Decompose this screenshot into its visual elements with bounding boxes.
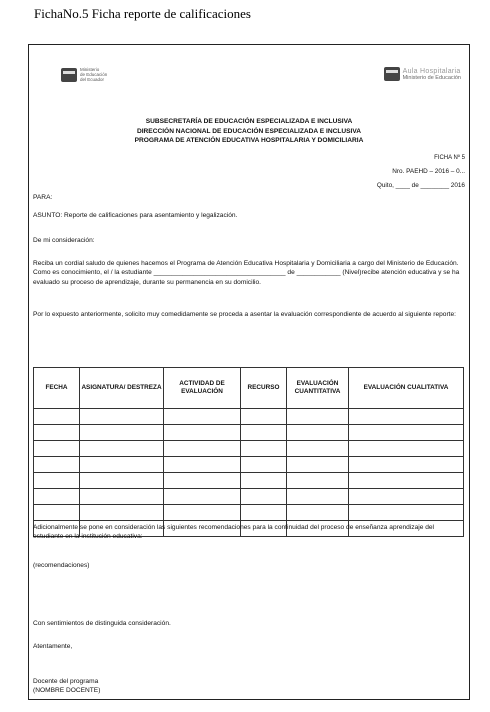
cell-fecha[interactable] (34, 441, 80, 457)
cell-recurso[interactable] (241, 409, 287, 425)
cell-asignatura[interactable] (80, 425, 164, 441)
salutation: De mi consideración: (33, 237, 95, 244)
cell-recurso[interactable] (241, 505, 287, 521)
recommendations-intro: Adicionalmente se pone en consideración las siguientes recomendaciones para la continuidad del proceso de enseñanza aprendizaje del estudiante en la institución educativa: (33, 524, 435, 541)
col-asignatura: ASIGNATURA/ DESTREZA (80, 368, 164, 409)
cell-fecha[interactable] (34, 409, 80, 425)
cell-cualitativa[interactable] (349, 505, 464, 521)
document-number: Nro. PAEHD – 2016 – 0... (392, 168, 465, 175)
asunto-line: ASUNTO: Reporte de calificaciones para asentamiento y legalización. (33, 212, 238, 219)
cell-actividad[interactable] (164, 457, 241, 473)
cell-cuantitativa[interactable] (287, 409, 349, 425)
cell-actividad[interactable] (164, 473, 241, 489)
cell-cualitativa[interactable] (349, 409, 464, 425)
ficha-number: FICHA Nº 5 (434, 155, 465, 161)
cell-cuantitativa[interactable] (287, 473, 349, 489)
col-actividad: ACTIVIDAD DE EVALUACIÓN (164, 368, 241, 409)
cell-cuantitativa[interactable] (287, 425, 349, 441)
date-line: Quito, ____ de ________ 2016 (376, 182, 465, 189)
table-row (34, 457, 464, 473)
aula-emblem-icon (384, 67, 400, 81)
logo-right-line2: Ministerio de Educación (402, 74, 461, 81)
document-headings (29, 117, 469, 146)
cell-recurso[interactable] (241, 441, 287, 457)
cell-fecha[interactable] (34, 505, 80, 521)
heading-subsecretaria: SUBSECRETARÍA DE EDUCACIÓN ESPECIALIZADA E INCLUSIVA (145, 118, 353, 125)
col-eval-cualitativa: EVALUACIÓN CUALITATIVA (349, 368, 464, 409)
cell-asignatura[interactable] (80, 457, 164, 473)
figure-caption: FichaNo.5 Ficha reporte de calificaciones (34, 6, 251, 21)
cell-cuantitativa[interactable] (287, 441, 349, 457)
grades-table (33, 367, 464, 537)
cell-cualitativa[interactable] (349, 441, 464, 457)
cell-recurso[interactable] (241, 473, 287, 489)
cell-asignatura[interactable] (80, 473, 164, 489)
signature-role: Docente del programa (33, 678, 99, 685)
cell-actividad[interactable] (164, 409, 241, 425)
col-eval-cuantitativa: EVALUACIÓN CUANTITATIVA (287, 368, 349, 409)
cell-cuantitativa[interactable] (287, 489, 349, 505)
cell-recurso[interactable] (241, 489, 287, 505)
signature-name: (NOMBRE DOCENTE) (33, 687, 101, 694)
logo-right-line1: Aula Hospitalaria (402, 67, 461, 75)
col-fecha: FECHA (34, 368, 80, 409)
cell-actividad[interactable] (164, 489, 241, 505)
table-row (34, 505, 464, 521)
cell-fecha[interactable] (34, 425, 80, 441)
body-paragraph-1: Reciba un cordial saludo de quienes hacemos el Programa de Atención Educativa Hospitalaria y Domiciliaria a cargo del Ministerio de Educación. Como es conocimiento, el / la estudiante ____________________________________ de ____________ (Nivel)recibe atención educativa y se ha evaluado su proceso de aprendizaje, durante su permanencia en su domicilio. (33, 260, 460, 286)
cell-fecha[interactable] (34, 457, 80, 473)
cell-asignatura[interactable] (80, 489, 164, 505)
ministry-emblem-icon (61, 68, 77, 82)
aula-hospitalaria-logo (384, 67, 461, 81)
cell-actividad[interactable] (164, 425, 241, 441)
cell-cuantitativa[interactable] (287, 505, 349, 521)
cell-cualitativa[interactable] (349, 473, 464, 489)
table-row (34, 473, 464, 489)
table-header-row (34, 368, 464, 409)
cell-asignatura[interactable] (80, 441, 164, 457)
table-row (34, 489, 464, 505)
report-form (28, 44, 470, 700)
cell-actividad[interactable] (164, 505, 241, 521)
recommendations-placeholder: (recomendaciones) (33, 562, 90, 569)
cell-actividad[interactable] (164, 441, 241, 457)
cell-cuantitativa[interactable] (287, 457, 349, 473)
para-line: PARA: (33, 194, 53, 201)
cell-recurso[interactable] (241, 425, 287, 441)
cell-asignatura[interactable] (80, 409, 164, 425)
table-row (34, 441, 464, 457)
closing-line: Con sentimientos de distinguida consideración. (33, 620, 171, 627)
table-row (34, 425, 464, 441)
cell-fecha[interactable] (34, 473, 80, 489)
col-recurso: RECURSO (241, 368, 287, 409)
cell-asignatura[interactable] (80, 505, 164, 521)
heading-direccion: DIRECCIÓN NACIONAL DE EDUCACIÓN ESPECIALIZADA E INCLUSIVA (136, 127, 362, 135)
cell-cualitativa[interactable] (349, 489, 464, 505)
ministry-logo (61, 67, 107, 82)
cell-fecha[interactable] (34, 489, 80, 505)
logo-left-line3: del Ecuador (80, 77, 105, 82)
cell-cualitativa[interactable] (349, 425, 464, 441)
table-row (34, 409, 464, 425)
logo-left-line2: de Educación (80, 72, 108, 77)
body-paragraph-2: Por lo expuesto anteriormente, solicito muy comedidamente se proceda a asentar la evaluación correspondiente de acuerdo al siguiente reporte: (33, 311, 456, 318)
logo-left-line1: Ministerio (80, 67, 100, 72)
atentamente: Atentamente, (33, 643, 73, 650)
heading-programa: PROGRAMA DE ATENCIÓN EDUCATIVA HOSPITALARIA Y DOMICILIARIA (134, 137, 364, 144)
cell-recurso[interactable] (241, 457, 287, 473)
cell-cualitativa[interactable] (349, 457, 464, 473)
